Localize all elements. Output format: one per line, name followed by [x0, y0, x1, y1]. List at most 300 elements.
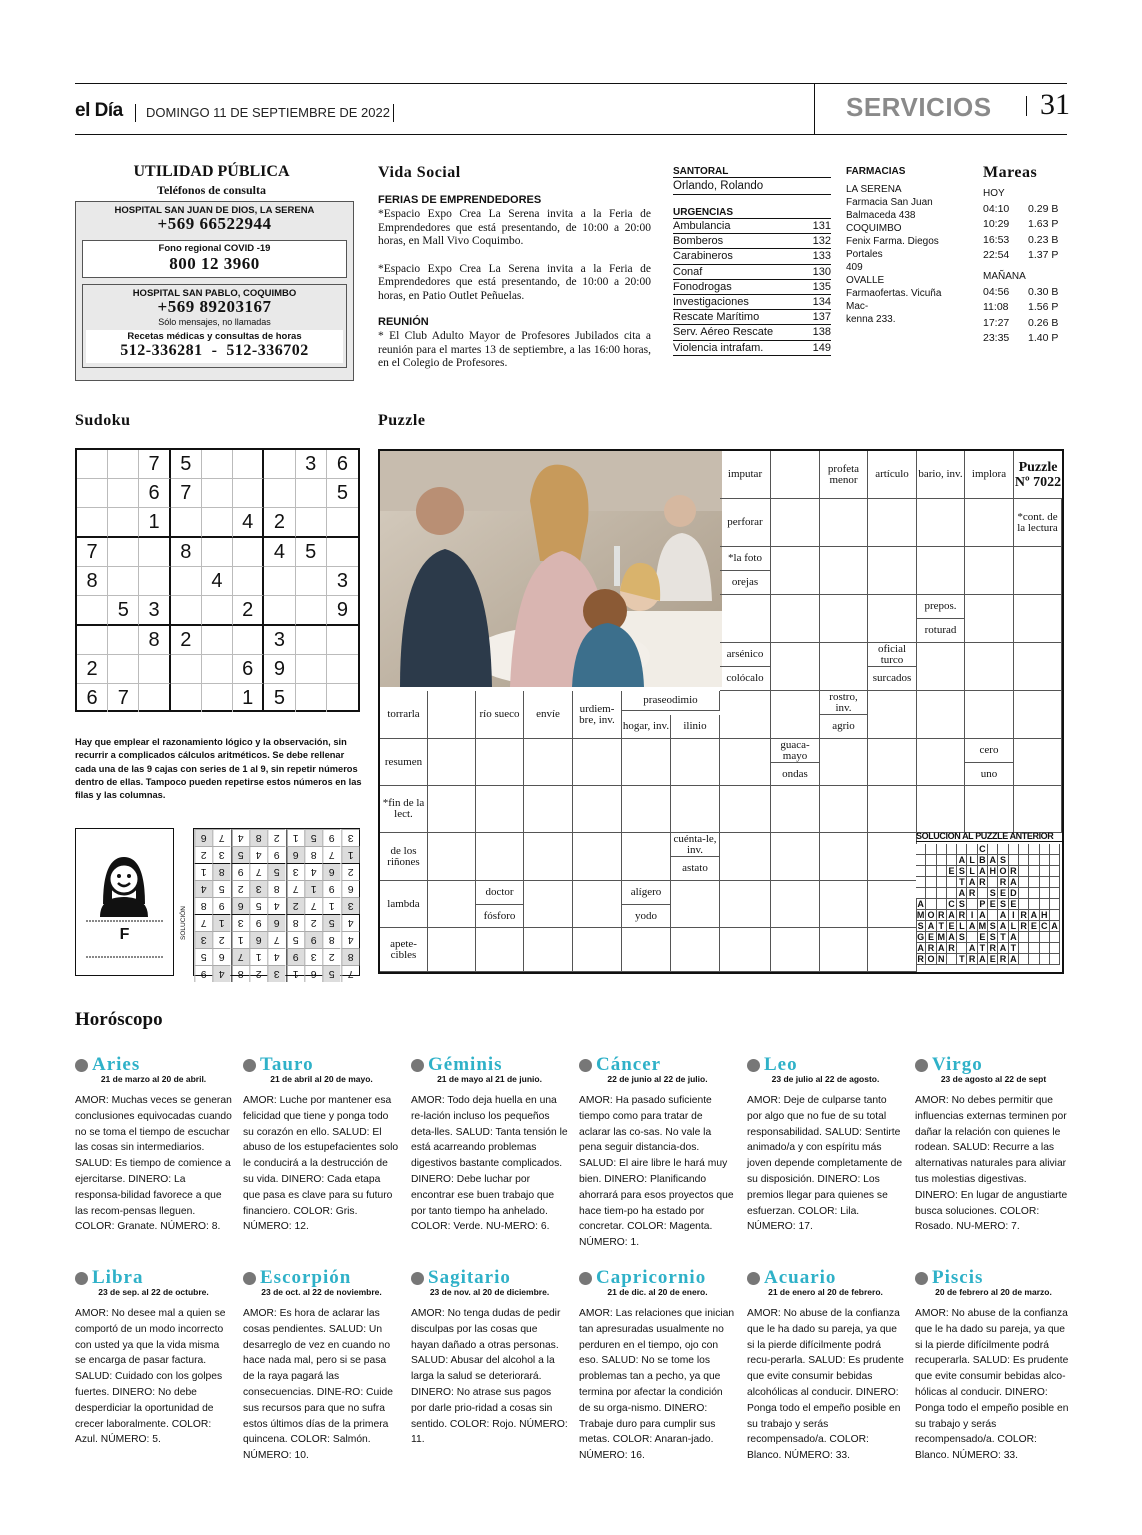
puzzle-clue: yodo [622, 905, 671, 928]
puzzle-solution-row [916, 855, 1062, 866]
urgencia-row [673, 234, 831, 249]
puzzle-solution-cell [1029, 899, 1039, 910]
solution-cell: 1 [194, 863, 212, 880]
puzzle-solution-cell [1040, 855, 1050, 866]
sign-text: AMOR: No debes permitir que influencias externas terminen por dañar la relación con quienes le rodean. SALUD: Recurre a las alternativas naturales para aliviar tus molestias digestivas. DINERO: En lugar de angustiarte busca soluciones. COLOR: Rosado. NU-MERO: 7. [915, 1095, 1068, 1233]
sign-label: Cáncer [596, 1054, 662, 1075]
puzzle-solution-cell [947, 855, 957, 866]
puzzle-solution-cell: A [978, 954, 988, 965]
puzzle-clue: bario, inv. [917, 451, 965, 499]
puzzle-solution-cell [926, 877, 936, 888]
sudoku-cell [202, 450, 233, 479]
marea-time: 04:56 [983, 286, 1010, 299]
sign-text: AMOR: Deje de culparse tanto por algo que no fue de su total responsabilidad. SALUD: Sentirte animado/a y con espíritu más joven depende completamente de su disposición. DINERO: Los premios llegar para quienes se esfuerzan. COLOR: Lila. NÚMERO: 17. [747, 1095, 903, 1233]
puzzle-clue: rostro, inv. [820, 691, 868, 715]
puzzle-title: Puzzle [378, 412, 426, 429]
puzzle-solution-cell [998, 844, 1008, 855]
puzzle-solution-cell [1050, 954, 1060, 965]
solution-cell: 3 [286, 863, 304, 880]
puzzle-solution-cell: S [957, 866, 967, 877]
sudoku-cell [108, 538, 139, 567]
puzzle-cell [1014, 739, 1062, 786]
solution-cell: 9 [212, 897, 230, 914]
horoscope-sign [579, 1055, 736, 1251]
puzzle-cell [868, 786, 917, 833]
avatar-icon [76, 829, 173, 975]
zodiac-icon [747, 1272, 760, 1285]
sudoku-cell: 5 [327, 479, 358, 508]
vida-social-body [378, 194, 651, 371]
recetas-numbers: 512-336281 - 512-336702 [120, 342, 309, 359]
solution-cell: 9 [231, 863, 249, 880]
farmacia-line: 409 [846, 262, 863, 273]
puzzle-clue: hogar, inv. [622, 715, 671, 739]
puzzle-clue: lambda [380, 881, 428, 928]
sudoku-cell [296, 479, 327, 508]
farmacia-line: LA SERENA [846, 184, 902, 195]
puzzle-solution-cell: A [957, 888, 967, 899]
solution-cell: 5 [286, 931, 304, 948]
sign-label: Escorpión [260, 1267, 352, 1288]
sudoku-grid [75, 448, 360, 712]
urgencia-name: Serv. Aéreo Rescate [673, 326, 774, 339]
urgencia-row [673, 280, 831, 295]
puzzle-cell [476, 786, 524, 833]
solution-cell: 2 [212, 931, 230, 948]
puzzle-solution-cell [937, 855, 947, 866]
header-divider [814, 84, 815, 134]
puzzle-solution-cell [926, 855, 936, 866]
puzzle-solution-cell [1050, 943, 1060, 954]
sign-text: AMOR: Es hora de aclarar las cosas pendientes. SALUD: Un desarreglo de vez en cuando no hace nada mal, pero si se pasa de la raya pagará las consecuencias. DINE-RO: Cuide sus recursos para que no sufra estos últimos días de la primera quincena. COLOR: Salmón. NÚMERO: 10. [243, 1308, 393, 1462]
sudoku-cell [171, 567, 202, 596]
sudoku-cell [108, 508, 139, 538]
sign-name [579, 1268, 736, 1288]
marea-time: 04:10 [983, 203, 1010, 215]
solution-cell: 7 [304, 897, 322, 914]
puzzle-clue: de los riñones [380, 833, 428, 881]
puzzle-solution-cell [1040, 943, 1050, 954]
puzzle-solution-cell [1050, 877, 1060, 888]
puzzle-solution [916, 831, 1062, 971]
puzzle-solution-cell: A [978, 910, 988, 921]
puzzle-solution-cell [978, 888, 988, 899]
puzzle-solution-cell: R [1019, 910, 1029, 921]
puzzle-solution-cell: G [916, 932, 926, 943]
marea-row [983, 301, 1068, 316]
urgencia-number: 149 [812, 341, 831, 354]
solution-cell: 5 [231, 846, 249, 863]
puzzle-solution-cell [1040, 888, 1050, 899]
puzzle-solution-row [916, 932, 1062, 943]
sign-name [75, 1055, 232, 1075]
puzzle-clue: oficial turco [868, 643, 917, 667]
solution-cell: 8 [286, 914, 304, 931]
puzzle-clue: *la foto [720, 547, 771, 571]
sign-text: AMOR: Luche por mantener esa felicidad que tiene y ponga todo su corazón en ello. SALUD: El abuso de los estupefacientes solo le conducirá a la destrucción de su vida. DINERO: Cada etapa que pasa es clave para su futuro financiero. COLOR: Gris. NÚMERO: 12. [243, 1095, 399, 1233]
puzzle-clue: *fin de la lect. [380, 786, 428, 833]
solution-cell: 1 [322, 897, 340, 914]
sudoku-cell [264, 450, 295, 479]
solution-cell: 9 [249, 914, 267, 931]
urgencia-number: 138 [812, 326, 831, 339]
puzzle-clue: orejas [720, 571, 771, 595]
puzzle-clue: urdiem-bre, inv. [573, 691, 622, 739]
mareas-title: Mareas [983, 164, 1038, 181]
sign-dates: 23 de oct. al 22 de noviembre. [261, 1287, 382, 1297]
solution-cell: 6 [341, 880, 359, 897]
puzzle-cell [771, 786, 820, 833]
puzzle-solution-cell [947, 877, 957, 888]
puzzle-solution-cell: A [967, 921, 977, 932]
zodiac-icon [411, 1272, 424, 1285]
marea-row [983, 218, 1068, 233]
puzzle-solution-cell [916, 855, 926, 866]
sudoku-cell [296, 508, 327, 538]
puzzle-solution-cell: B [978, 855, 988, 866]
urgencia-row [673, 295, 831, 310]
sudoku-cell [139, 655, 170, 684]
sign-name [579, 1055, 736, 1075]
sign-text: AMOR: No abuse de la confianza que le ha dado su pareja, ya que si la pierde difícilmente podrá recuperarla. SALUD: Es prudente que evite consumir bebidas alco-hólicas al conducir. DINERO: Ponga todo el empeño posible en su trabajo y serás recompensado/a. COLOR: Blanco. NÚMERO: 33. [915, 1308, 1069, 1462]
puzzle-solution-cell: L [967, 855, 977, 866]
sign-dates: 22 de junio al 22 de julio. [607, 1074, 708, 1084]
sign-label: Virgo [932, 1054, 983, 1075]
puzzle-cell [820, 833, 868, 881]
marea-time: 23:35 [983, 332, 1010, 345]
puzzle-solution-cell [1050, 844, 1060, 855]
urgencia-number: 131 [812, 220, 831, 232]
solution-cell: 3 [341, 829, 359, 846]
sudoku-cell: 3 [296, 450, 327, 479]
header-separator [1026, 96, 1027, 116]
solution-cell: 5 [267, 863, 285, 880]
solution-cell: 8 [267, 880, 285, 897]
sudoku-cell [202, 655, 233, 684]
sudoku-cell: 8 [171, 538, 202, 567]
puzzle-solution-cell: M [937, 932, 945, 942]
puzzle-cell [720, 786, 771, 833]
sudoku-cell [264, 567, 295, 596]
solution-cell: 6 [194, 829, 212, 846]
zodiac-icon [411, 1059, 424, 1072]
puzzle-solution-cell [1029, 932, 1039, 943]
solution-cell: 7 [286, 880, 304, 897]
puzzle-cell [771, 691, 820, 739]
puzzle-cell [573, 928, 622, 972]
horoscope-sign [915, 1268, 1072, 1464]
sudoku-cell: 4 [202, 567, 233, 596]
puzzle-cell [720, 691, 771, 739]
sign-label: Piscis [932, 1267, 984, 1288]
solution-cell: 9 [304, 931, 322, 948]
puzzle-solution-cell [1019, 932, 1029, 943]
solution-cell: 3 [249, 880, 267, 897]
puzzle-solution-cell [937, 877, 947, 888]
puzzle-solution-cell: I [967, 910, 977, 921]
puzzle-cell [476, 739, 524, 786]
sudoku-cell [296, 626, 327, 655]
puzzle-solution-cell [937, 888, 947, 899]
marea-time: 16:53 [983, 233, 1010, 246]
puzzle-solution-cell: E [998, 888, 1008, 899]
puzzle-cell [771, 451, 820, 499]
sign-dates: 23 de sep. al 22 de octubre. [98, 1287, 209, 1297]
puzzle-clue: *cont. de la lectura [1014, 499, 1062, 547]
puzzle-solution-cell [957, 943, 967, 954]
urgencia-number: 137 [812, 311, 831, 324]
puzzle-clue: ondas [771, 763, 820, 786]
sudoku-cell [77, 450, 108, 479]
sudoku-cell [171, 655, 202, 684]
puzzle-solution-cell [1050, 855, 1060, 866]
newspaper-logo: el Día [75, 100, 123, 121]
puzzle-solution-cell [967, 844, 977, 855]
puzzle-clue: profeta menor [820, 451, 868, 499]
puzzle-solution-cell: A [998, 921, 1008, 932]
puzzle-cell [720, 595, 771, 643]
solution-cell: 3 [212, 846, 230, 863]
urgencia-number: 134 [812, 295, 831, 308]
sign-label: Libra [92, 1267, 144, 1288]
sign-name [243, 1055, 400, 1075]
puzzle-solution-cell: A [916, 899, 926, 910]
marea-row [983, 203, 1068, 218]
zodiac-icon [243, 1059, 256, 1072]
farmacia-line: kenna 233. [846, 314, 896, 325]
marea-value: 1.63 P [1028, 218, 1059, 231]
sudoku-cell [108, 655, 139, 684]
sudoku-cell [108, 567, 139, 596]
vida-social-title: Vida Social [378, 164, 461, 181]
solution-cell: 7 [322, 846, 340, 863]
solution-cell: 7 [212, 829, 230, 846]
puzzle-solution-cell: S [988, 921, 998, 932]
urgencia-row [673, 219, 831, 234]
puzzle-solution-cell: A [926, 921, 936, 932]
sudoku-cell [202, 684, 233, 712]
urgencia-name: Conaf [673, 265, 703, 278]
puzzle-clue: implora [965, 451, 1014, 499]
sudoku-cell: 9 [327, 596, 358, 626]
puzzle-solution-cell [926, 899, 936, 910]
solution-cell: 2 [341, 863, 359, 880]
horoscope-sign [75, 1055, 232, 1235]
solution-cell: 8 [194, 897, 212, 914]
solution-cell: 7 [194, 914, 212, 931]
solution-cell: 7 [341, 965, 359, 982]
puzzle-cell [428, 739, 476, 786]
puzzle-cell [917, 499, 965, 547]
puzzle-solution-cell [937, 866, 947, 877]
covid-label: Fono regional COVID -19 [158, 243, 271, 254]
zodiac-icon [75, 1059, 88, 1072]
puzzle-solution-cell [1019, 943, 1029, 954]
puzzle-solution-cell: E [978, 932, 988, 943]
solution-cell: 6 [286, 846, 304, 863]
puzzle-solution-cell: P [978, 899, 988, 910]
puzzle-cell [524, 928, 573, 972]
puzzle-solution-cell: A [998, 910, 1008, 921]
solution-cell: 1 [286, 965, 304, 982]
section-title: SERVICIOS [846, 92, 992, 122]
sign-text: AMOR: Ha pasado suficiente tiempo como para tratar de aclarar las co-sas. No vale la pena seguir distancia-dos. SALUD: El aire libre le hará muy bien. DINERO: Planificando ahorrará para esos proyectos que hace tiem-po ha estado por concretar. COLOR: Magenta. NÚMERO: 1. [579, 1095, 734, 1249]
puzzle-solution-row [916, 899, 1062, 910]
utilidad-box [75, 201, 354, 381]
puzzle-solution-cell [1029, 888, 1039, 899]
urgencia-row [673, 325, 831, 340]
sign-text: AMOR: Muchas veces se generan conclusiones equivocadas cuando no se toma el tiempo de escuchar las cosas sin intermediarios. SALUD: Es tiempo de comience a ejercitarse. DINERO: La responsa-bilidad favorece a que las recom-pensas lleguen. COLOR: Granate. NÚMERO: 8. [75, 1095, 232, 1233]
sudoku-cell [296, 596, 327, 626]
solution-cell: 5 [249, 897, 267, 914]
puzzle-solution-cell: S [998, 855, 1008, 866]
puzzle-cell [771, 547, 820, 595]
difficulty-letter: F [119, 926, 130, 943]
horoscopo-title: Horóscopo [75, 1009, 163, 1030]
puzzle-cell [868, 691, 917, 739]
puzzle-solution-cell: E [988, 899, 998, 910]
solution-cell: 3 [267, 965, 285, 982]
puzzle-clue: agrio [820, 715, 868, 739]
puzzle-solution-cell: A [947, 910, 957, 921]
solution-cell: 4 [231, 829, 249, 846]
puzzle-clue: perforar [720, 499, 771, 547]
solution-cell: 3 [231, 914, 249, 931]
puzzle-cell [428, 928, 476, 972]
puzzle-solution-cell: R [998, 954, 1008, 965]
sign-dates: 21 de dic. al 20 de enero. [607, 1287, 708, 1297]
solution-cell: 6 [267, 914, 285, 931]
puzzle-solution-cell: A [998, 943, 1008, 954]
sudoku-title: Sudoku [75, 412, 131, 429]
urgencias-list [673, 219, 831, 356]
sudoku-cell: 7 [171, 479, 202, 508]
puzzle-solution-cell: T [957, 954, 967, 965]
sign-text: AMOR: No abuse de la confianza que le ha dado su pareja, ya que si la pierde difícilmente podrá recu-perarla. SALUD: Es prudente que evite consumir bebidas alcohólicas al conducir. DINERO: Ponga todo el empeño posible en su trabajo y serás recompensado/a. COLOR: Blanco. NÚMERO: 33. [747, 1308, 904, 1462]
sign-name [747, 1268, 904, 1288]
puzzle-solution-cell: E [926, 932, 936, 943]
hospital-note: Sólo mensajes, no llamadas [158, 317, 271, 327]
puzzle-cell [1014, 547, 1062, 595]
puzzle-clue: imputar [720, 451, 771, 499]
marea-row [983, 317, 1068, 332]
puzzle-clue: doctor [476, 881, 524, 905]
puzzle-solution-cell: C [978, 844, 988, 855]
puzzle-solution-cell [926, 888, 936, 899]
puzzle-cell [622, 928, 671, 972]
puzzle-clue: cuénta-le, inv. [671, 833, 720, 857]
puzzle-solution-cell [1050, 932, 1060, 943]
puzzle-solution-cell: O [926, 954, 936, 965]
horoscope-sign [75, 1268, 232, 1448]
marea-row [983, 249, 1068, 264]
solution-cell: 2 [267, 829, 285, 846]
puzzle-solution-cell [1050, 866, 1060, 877]
puzzle-cell [428, 691, 476, 739]
farmacias-title: FARMACIAS [846, 166, 906, 177]
sudoku-cell [202, 508, 233, 538]
puzzle-solution-cell [1019, 844, 1029, 855]
sudoku-cell: 5 [108, 596, 139, 626]
puzzle-cell [820, 786, 868, 833]
puzzle-solution-cell: A [1009, 877, 1019, 888]
puzzle-solution-cell: O [926, 910, 936, 921]
solution-cell: 5 [322, 914, 340, 931]
puzzle-solution-cell [967, 932, 977, 943]
marea-row [983, 234, 1068, 249]
sudoku-cell: 5 [264, 684, 295, 712]
urgencia-number: 133 [812, 250, 831, 263]
solution-cell: 8 [249, 829, 267, 846]
sign-dates: 21 de marzo al 20 de abril. [100, 1074, 207, 1084]
puzzle-solution-cell: S [957, 899, 967, 910]
puzzle-cell [917, 739, 965, 786]
puzzle-cell [573, 786, 622, 833]
solution-cell: 1 [249, 948, 267, 965]
puzzle-cell [524, 833, 573, 881]
solution-cell: 9 [286, 948, 304, 965]
marea-value: 1.37 P [1028, 248, 1059, 261]
marea-value: 1.56 P [1028, 301, 1059, 314]
puzzle-solution-cell [1050, 888, 1060, 899]
puzzle-solution-row [916, 921, 1062, 932]
puzzle-solution-row [916, 910, 1062, 921]
sudoku-cell: 2 [77, 655, 108, 684]
urgencia-row [673, 249, 831, 264]
sudoku-cell: 8 [77, 567, 108, 596]
farmacia-line: OVALLE [846, 275, 885, 286]
sudoku-cell [202, 479, 233, 508]
puzzle-solution-cell: A [916, 943, 926, 954]
puzzle-cell [771, 928, 820, 972]
puzzle-clue: colócalo [720, 667, 771, 691]
solution-cell: 2 [231, 880, 249, 897]
puzzle-solution-cell: S [916, 921, 926, 932]
sign-dates: 21 de abril al 20 de mayo. [270, 1074, 373, 1084]
puzzle-solution-cell [988, 910, 998, 921]
puzzle-solution-cell [988, 844, 998, 855]
horoscope-sign [747, 1268, 904, 1464]
puzzle-solution-cell: R [1009, 866, 1019, 877]
sudoku-cell [327, 626, 358, 655]
puzzle-solution-cell: T [937, 921, 947, 932]
puzzle-clue: envíe [524, 691, 573, 739]
farmacia-line: Balmaceda 438 [846, 210, 916, 221]
solution-cell: 8 [212, 863, 230, 880]
sudoku-cell [77, 626, 108, 655]
puzzle-solution-cell: O [998, 866, 1008, 877]
header-top-rule [75, 83, 1067, 84]
solution-cell: 1 [341, 846, 359, 863]
solution-cell: 1 [212, 914, 230, 931]
puzzle-clue: surcados [868, 667, 917, 691]
solution-cell: 4 [194, 880, 212, 897]
puzzle-cell [524, 786, 573, 833]
hospital-label: HOSPITAL SAN PABLO, COQUIMBO [132, 288, 297, 299]
solution-cell: 6 [322, 863, 340, 880]
puzzle-solution-cell: A [937, 943, 947, 954]
puzzle-cell [428, 833, 476, 881]
puzzle-solution-grid [916, 844, 1062, 965]
puzzle-solution-cell: T [1009, 943, 1019, 954]
hospital-label: HOSPITAL SAN JUAN DE DIOS, LA SERENA [114, 205, 315, 216]
sudoku-cell [171, 508, 202, 538]
sudoku-cell: 5 [296, 538, 327, 567]
page-number: 31 [1040, 88, 1070, 121]
solution-cell: 6 [249, 931, 267, 948]
puzzle-cell [820, 499, 868, 547]
urgencia-number: 132 [812, 235, 831, 248]
